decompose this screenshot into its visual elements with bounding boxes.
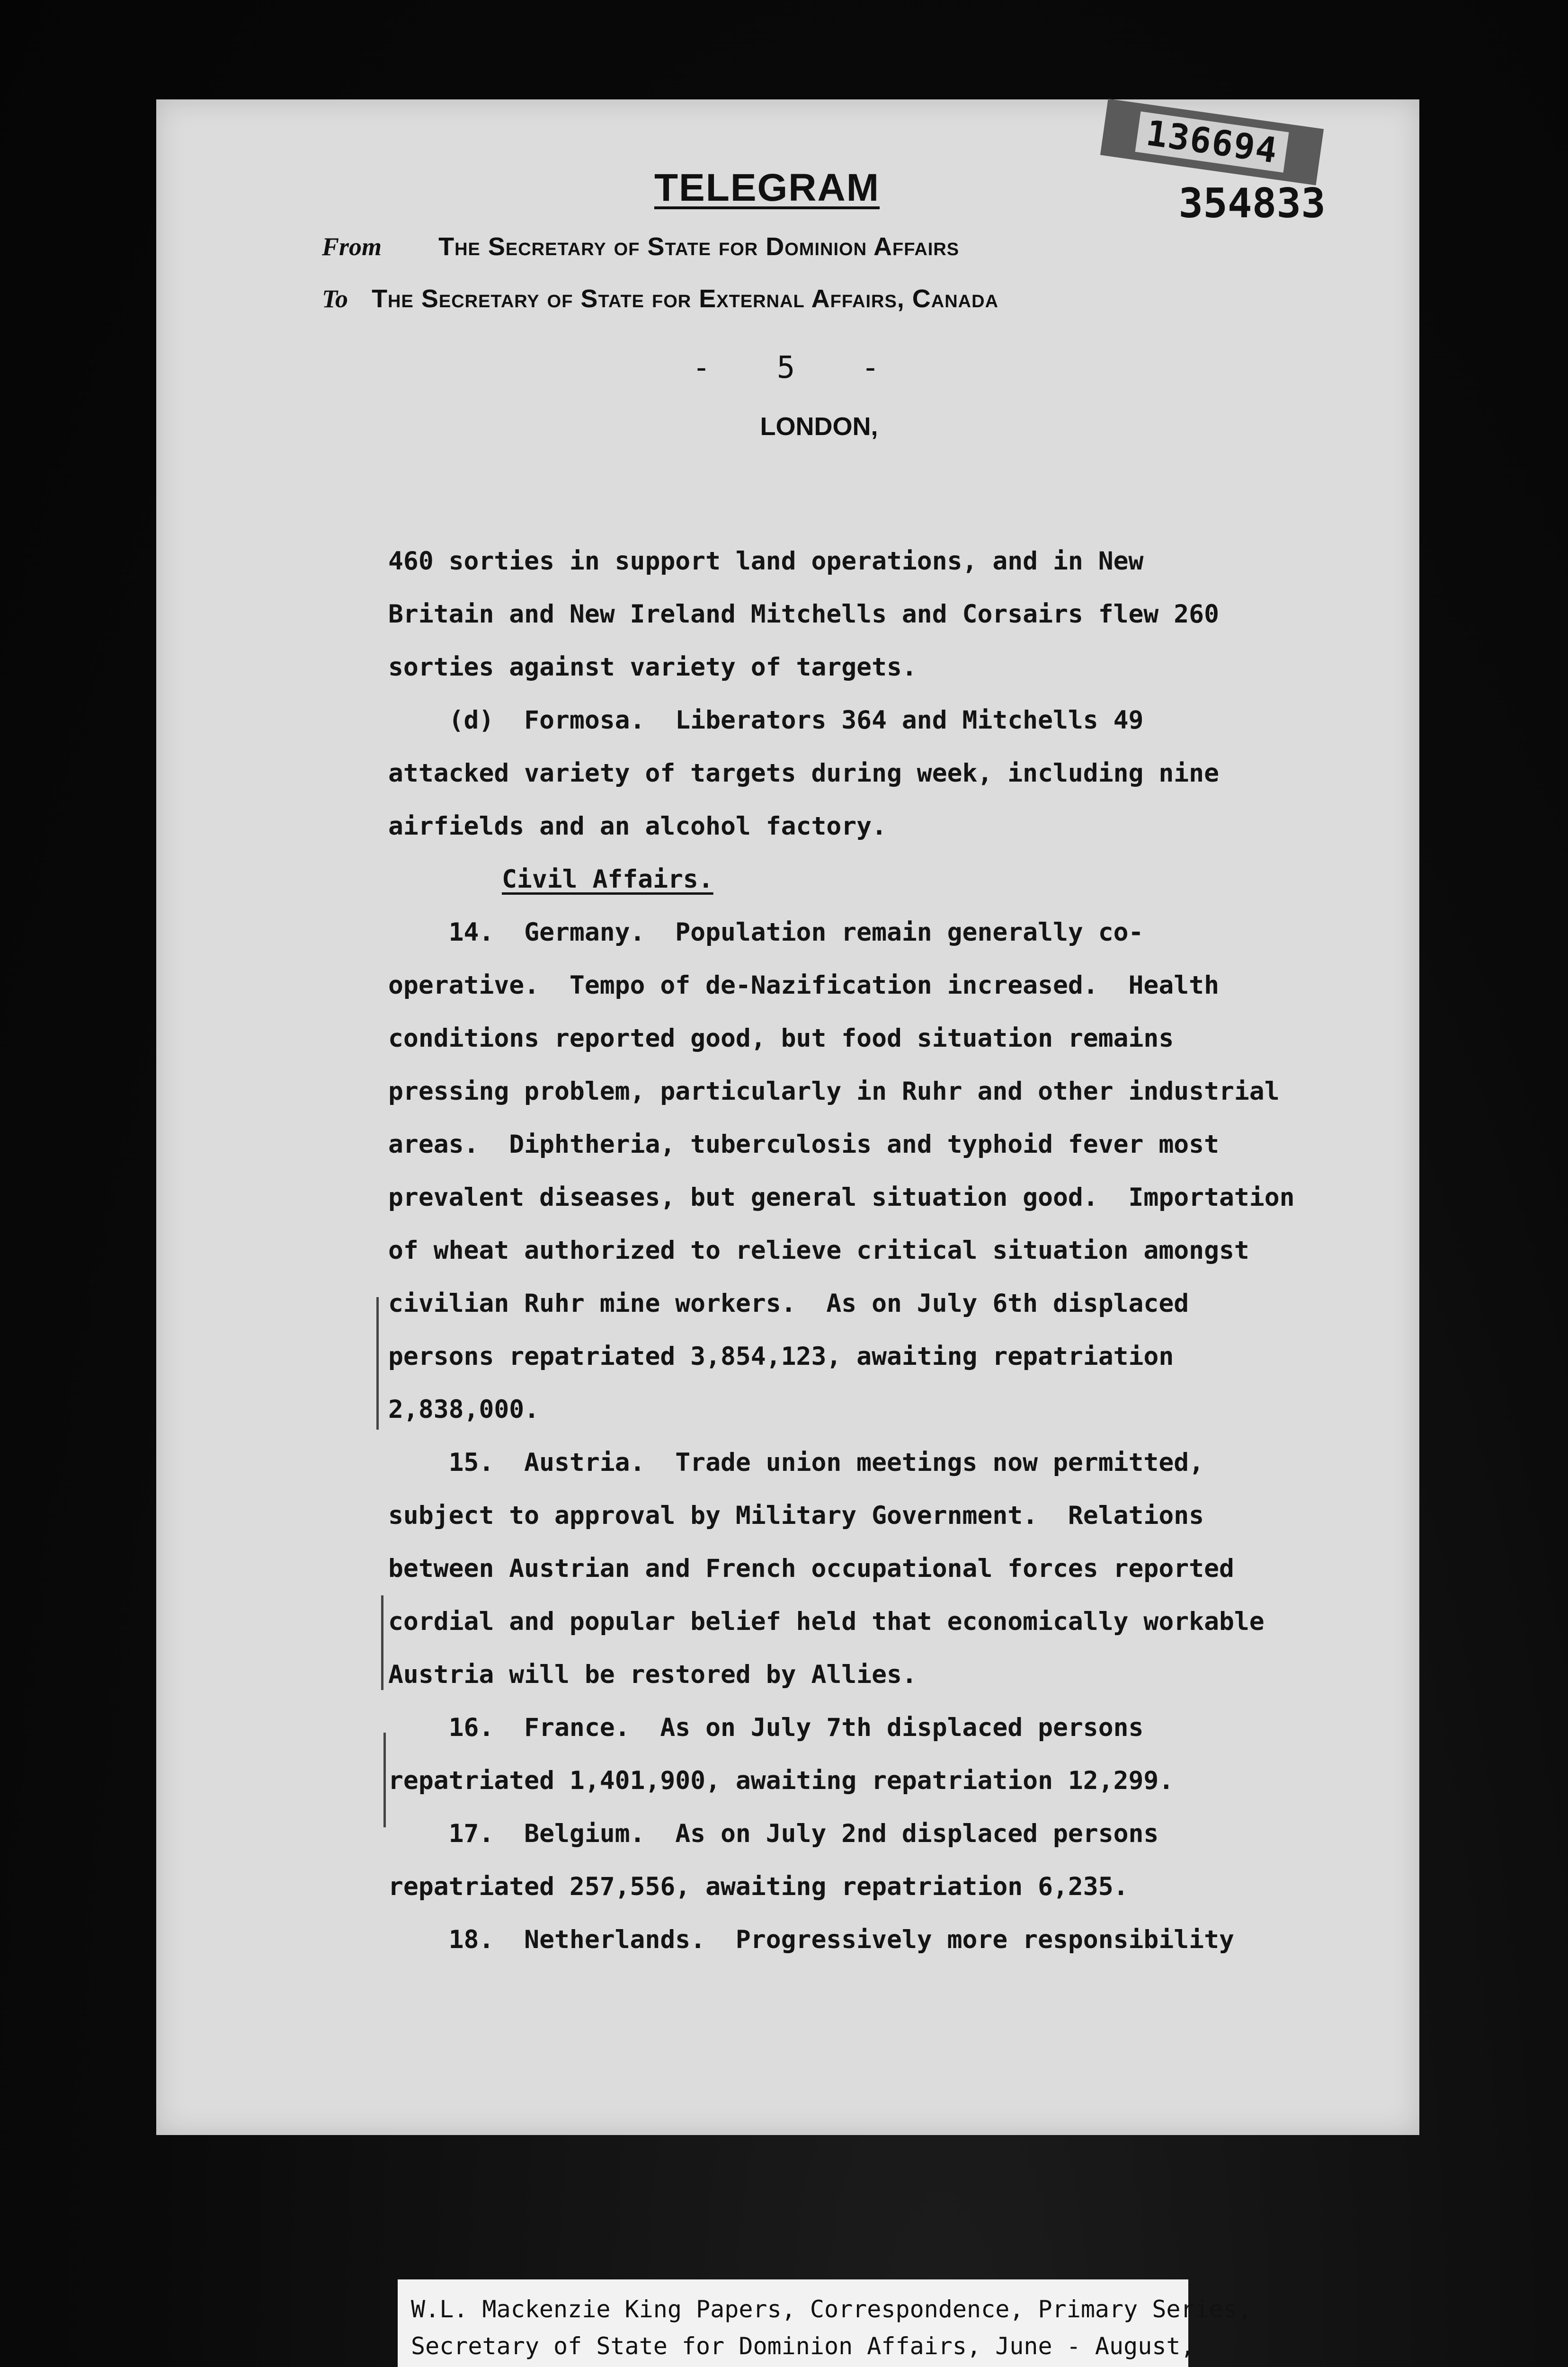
stamp-number: 136694 [1135,111,1289,172]
body-line: areas. Diphtheria, tuberculosis and typhoid fever most [388,1130,1219,1159]
to-row [322,284,998,322]
body-line: conditions reported good, but food situation remains [388,1024,1174,1053]
dash-right: - [861,350,880,385]
body-line: 18. Netherlands. Progressively more responsibility [388,1925,1234,1954]
page-number-row [615,350,956,393]
body-line: Britain and New Ireland Mitchells and Corsairs flew 260 [388,600,1219,629]
archive-caption [398,2279,1252,2367]
body-line: 14. Germany. Population remain generally co- [388,918,1144,947]
to-label: To [322,285,348,313]
body-line: 460 sorties in support land operations, and in New [388,547,1144,576]
body-line: repatriated 1,401,900, awaiting repatriation 12,299. [388,1766,1174,1795]
margin-mark [381,1595,388,1690]
caption-line: W.L. Mackenzie King Papers, Correspondence, Primary Series, [411,2296,1252,2323]
body-line: sorties against variety of targets. [388,653,917,682]
from-row [322,232,959,270]
from-label: From [322,232,382,261]
body-line: 16. France. As on July 7th displaced persons [388,1713,1144,1742]
body-line: 15. Austria. Trade union meetings now permitted, [388,1448,1204,1477]
body-line: 17. Belgium. As on July 2nd displaced persons [388,1819,1159,1848]
body-line: operative. Tempo of de-Nazification increased. Health [388,971,1219,1000]
place-london: LONDON, [760,412,878,441]
section-heading-civil-affairs: Civil Affairs. [502,865,713,894]
caption-line [411,2365,1175,2367]
body-line: Austria will be restored by Allies. [388,1660,917,1689]
body-line: 2,838,000. [388,1395,540,1424]
body-line: pressing problem, particularly in Ruhr and other industrial [388,1077,1280,1106]
body-line: subject to approval by Military Government. Relations [388,1501,1204,1530]
page-number: 5 [776,350,795,385]
caption-line: Secretary of State for Dominion Affairs, June - August, [411,2332,1195,2360]
body-line: attacked variety of targets during week, including nine [388,759,1219,788]
margin-mark [376,1297,383,1430]
body-line: civilian Ruhr mine workers. As on July 6th displaced [388,1289,1189,1318]
body-line: of wheat authorized to relieve critical situation amongst [388,1236,1249,1265]
body-line: cordial and popular belief held that economically workable [388,1607,1265,1636]
telegram-body [388,535,1382,1967]
body-line: persons repatriated 3,854,123, awaiting repatriation [388,1342,1174,1371]
body-line: airfields and an alcohol factory. [388,812,887,841]
body-line: prevalent diseases, but general situation good. Importation [388,1183,1295,1212]
document-number: 354833 [1178,180,1326,227]
body-line: repatriated 257,556, awaiting repatriation 6,235. [388,1872,1129,1901]
body-line: (d) Formosa. Liberators 364 and Mitchells 49 [388,706,1144,735]
telegram-title: TELEGRAM [654,166,880,209]
from-value: The Secretary of State for Dominion Affairs [438,232,960,261]
dash-left: - [692,350,711,385]
margin-mark [383,1733,391,1827]
body-line: between Austrian and French occupational forces reported [388,1554,1234,1583]
to-value: The Secretary of State for External Affairs, Canada [372,285,999,313]
